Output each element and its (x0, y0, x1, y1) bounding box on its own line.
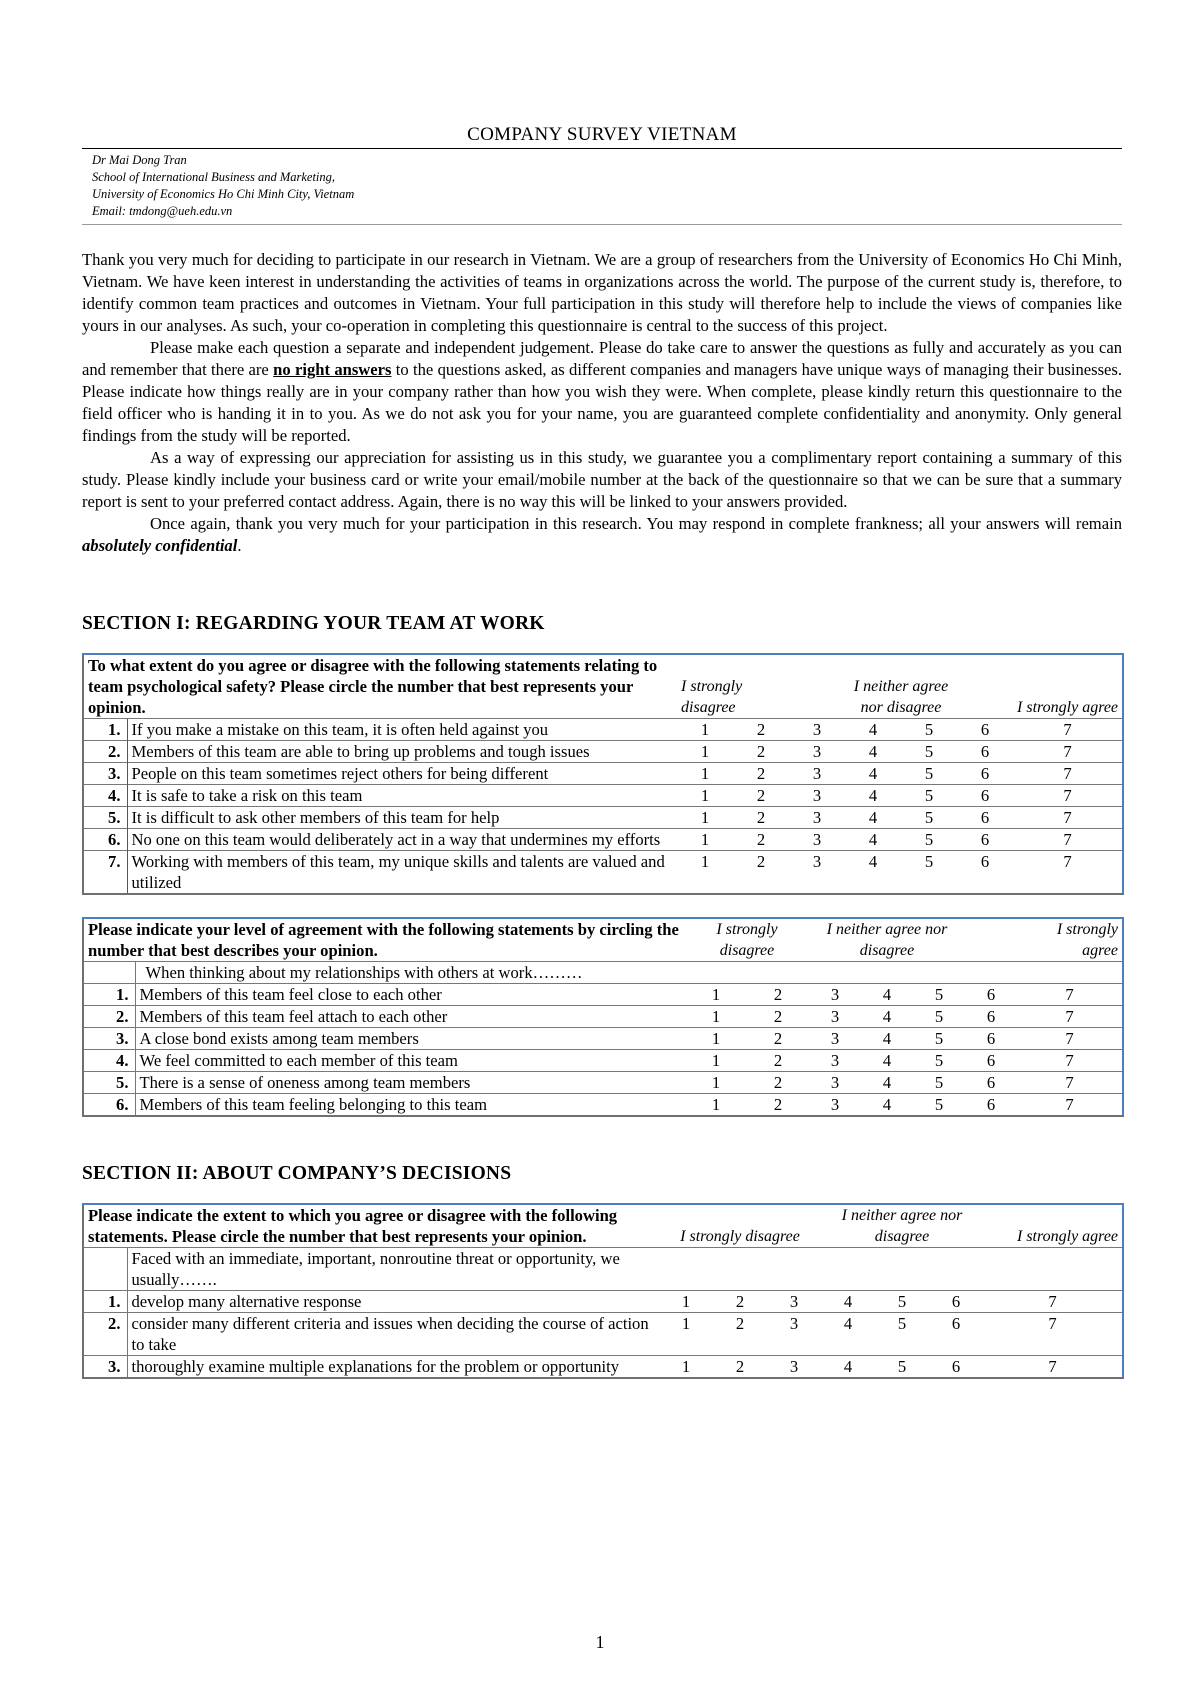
rating-option-4[interactable]: 4 (845, 719, 901, 741)
rating-option-5[interactable]: 5 (875, 1313, 929, 1356)
question-number: 6. (83, 1094, 135, 1117)
scale-mid-label: I neither agree nor disagree (853, 678, 949, 716)
rating-option-2[interactable]: 2 (747, 1028, 809, 1050)
rating-option-2[interactable]: 2 (747, 984, 809, 1006)
question-number: 1. (83, 1291, 127, 1313)
table-instructions: Please indicate your level of agreement with the following statements by circling the number that best describes your opinion. (88, 920, 679, 960)
page-number: 1 (595, 1632, 605, 1652)
rating-option-6[interactable]: 6 (957, 719, 1013, 741)
rating-option-2[interactable]: 2 (733, 851, 789, 895)
rating-option-5[interactable]: 5 (901, 741, 957, 763)
rating-option-3[interactable]: 3 (789, 741, 845, 763)
rating-option-7[interactable]: 7 (983, 1291, 1123, 1313)
rating-option-1[interactable]: 1 (659, 1356, 713, 1379)
rating-option-4[interactable]: 4 (845, 807, 901, 829)
rating-option-2[interactable]: 2 (733, 785, 789, 807)
question-row (83, 719, 1123, 741)
intro-p2-end: to the questions asked, as different companies and managers have unique ways of managing their businesses. Please indicate how things really are in your company rather than how you wish they were. When complete, please kindly return this questionnaire to the field officer who is handing it in to you. As we do not ask you for your name, you are guaranteed complete confidentiality and anonymity. Only general findings from the study will be reported. (82, 360, 1122, 445)
document-title: COMPANY SURVEY VIETNAM (82, 124, 1122, 149)
psych-safety-items (83, 719, 1123, 895)
rating-option-2[interactable]: 2 (713, 1356, 767, 1379)
rating-option-5[interactable]: 5 (901, 807, 957, 829)
intro-paragraph-3: As a way of expressing our appreciation for assisting us in this study, we guarantee you a complimentary report containing a summary of this study. Please kindly include your business card or write your email/mobile number at the back of the questionnaire so that we can be sure that a summary report is sent to your preferred contact address. Again, there is no way this will be linked to your answers provided. (82, 448, 1122, 511)
rating-option-3[interactable]: 3 (789, 785, 845, 807)
decisions-items (83, 1291, 1123, 1379)
rating-option-4[interactable]: 4 (845, 829, 901, 851)
question-text: Members of this team are able to bring up problems and tough issues (127, 741, 677, 763)
question-text: It is safe to take a risk on this team (127, 785, 677, 807)
question-text: A close bond exists among team members (135, 1028, 685, 1050)
author-email: Email: tmdong@ueh.edu.vn (92, 204, 233, 218)
question-row (83, 1313, 1123, 1356)
cohesion-table (82, 917, 1124, 1117)
question-text: People on this team sometimes reject others for being different (127, 763, 677, 785)
rating-option-1[interactable]: 1 (677, 785, 733, 807)
rating-option-7[interactable]: 7 (1013, 829, 1123, 851)
intro-p4-start: Once again, thank you very much for your participation in this research. You may respond in complete frankness; all your answers will remain (150, 514, 1122, 533)
rating-option-4[interactable]: 4 (861, 1028, 913, 1050)
rating-option-1[interactable]: 1 (677, 719, 733, 741)
rating-option-2[interactable]: 2 (713, 1291, 767, 1313)
decisions-table (82, 1203, 1124, 1379)
no-right-answers-emphasis: no right answers (273, 360, 392, 379)
question-number: 5. (83, 1072, 135, 1094)
rating-option-3[interactable]: 3 (767, 1291, 821, 1313)
scale-low-label: I strongly disagree (681, 678, 743, 716)
rating-option-2[interactable]: 2 (733, 829, 789, 851)
question-number: 4. (83, 1050, 135, 1072)
author-school: School of International Business and Marketing, (92, 170, 336, 184)
scale-mid-label: I neither agree nor disagree (826, 921, 948, 959)
question-number: 2. (83, 741, 127, 763)
survey-page (82, 124, 1122, 1379)
rating-option-5[interactable]: 5 (901, 719, 957, 741)
rating-option-7[interactable]: 7 (983, 1313, 1123, 1356)
rating-option-4[interactable]: 4 (861, 1050, 913, 1072)
intro-p4-end: . (237, 536, 242, 555)
section-1-title: SECTION I: REGARDING YOUR TEAM AT WORK (82, 613, 545, 634)
intro-paragraph-2 (82, 337, 1122, 447)
rating-option-2[interactable]: 2 (747, 1094, 809, 1117)
question-text: Members of this team feel attach to each other (135, 1006, 685, 1028)
rating-option-5[interactable]: 5 (901, 785, 957, 807)
rating-option-2[interactable]: 2 (747, 1072, 809, 1094)
question-text: No one on this team would deliberately act in a way that undermines my efforts (127, 829, 677, 851)
question-text: develop many alternative response (127, 1291, 659, 1313)
rating-option-7[interactable]: 7 (1013, 763, 1123, 785)
rating-option-6[interactable]: 6 (965, 1094, 1017, 1117)
rating-option-4[interactable]: 4 (861, 1094, 913, 1117)
question-number: 3. (83, 1356, 127, 1379)
rating-option-4[interactable]: 4 (861, 1006, 913, 1028)
rating-option-3[interactable]: 3 (809, 984, 861, 1006)
rating-option-2[interactable]: 2 (747, 1006, 809, 1028)
intro-paragraph-1: Thank you very much for deciding to participate in our research in Vietnam. We are a group of researchers from the University of Economics Ho Chi Minh, Vietnam. We have keen interest in understanding the activities of teams in organizations across the world. The purpose of the current study is, therefore, to identify common team practices and outcomes in Vietnam. Your full participation in this study will therefore help to include the views of companies like yours in our analyses. As such, your co-operation in completing this questionnaire is central to the success of this project. (82, 250, 1122, 335)
rating-option-5[interactable]: 5 (913, 984, 965, 1006)
rating-option-5[interactable]: 5 (901, 763, 957, 785)
table-header-row (83, 1204, 1123, 1248)
rating-option-3[interactable]: 3 (809, 1050, 861, 1072)
lead-in-row (83, 962, 1123, 984)
rating-option-3[interactable]: 3 (809, 1094, 861, 1117)
rating-option-7[interactable]: 7 (1017, 1094, 1123, 1117)
intro-text (82, 249, 1122, 557)
question-number: 1. (83, 719, 127, 741)
rating-option-6[interactable]: 6 (965, 984, 1017, 1006)
confidential-emphasis: absolutely confidential (82, 536, 238, 555)
rating-option-6[interactable]: 6 (929, 1356, 983, 1379)
rating-option-5[interactable]: 5 (875, 1291, 929, 1313)
rating-option-6[interactable]: 6 (957, 741, 1013, 763)
author-block (82, 149, 1122, 225)
rating-option-5[interactable]: 5 (875, 1356, 929, 1379)
question-text: Members of this team feel close to each other (135, 984, 685, 1006)
rating-option-7[interactable]: 7 (1013, 719, 1123, 741)
rating-option-7[interactable]: 7 (1013, 741, 1123, 763)
rating-option-6[interactable]: 6 (965, 1028, 1017, 1050)
question-text: If you make a mistake on this team, it is often held against you (127, 719, 677, 741)
rating-option-6[interactable]: 6 (957, 829, 1013, 851)
question-text: Members of this team feeling belonging to this team (135, 1094, 685, 1117)
rating-option-6[interactable]: 6 (965, 1072, 1017, 1094)
intro-paragraph-4 (82, 513, 1122, 557)
rating-option-1[interactable]: 1 (659, 1291, 713, 1313)
rating-option-2[interactable]: 2 (733, 807, 789, 829)
lead-in-text: Faced with an immediate, important, nonroutine threat or opportunity, we usually……. (127, 1248, 1123, 1291)
rating-option-2[interactable]: 2 (713, 1313, 767, 1356)
rating-option-4[interactable]: 4 (861, 1072, 913, 1094)
rating-option-6[interactable]: 6 (957, 851, 1013, 895)
question-row (83, 1006, 1123, 1028)
rating-option-4[interactable]: 4 (845, 763, 901, 785)
author-university: University of Economics Ho Chi Minh City, Vietnam (92, 187, 355, 201)
question-number: 5. (83, 807, 127, 829)
question-number: 2. (83, 1313, 127, 1356)
rating-option-1[interactable]: 1 (677, 741, 733, 763)
rating-option-1[interactable]: 1 (677, 829, 733, 851)
rating-option-1[interactable]: 1 (677, 851, 733, 895)
rating-option-2[interactable]: 2 (733, 763, 789, 785)
rating-option-4[interactable]: 4 (845, 785, 901, 807)
question-number: 7. (83, 851, 127, 895)
question-text: thoroughly examine multiple explanations for the problem or opportunity (127, 1356, 659, 1379)
rating-option-6[interactable]: 6 (929, 1313, 983, 1356)
table-header-row (83, 654, 1123, 719)
rating-option-3[interactable]: 3 (789, 763, 845, 785)
rating-option-1[interactable]: 1 (685, 1006, 747, 1028)
question-number: 3. (83, 1028, 135, 1050)
rating-option-6[interactable]: 6 (957, 763, 1013, 785)
question-number: 1. (83, 984, 135, 1006)
rating-option-1[interactable]: 1 (685, 1072, 747, 1094)
rating-option-7[interactable]: 7 (1017, 1050, 1123, 1072)
rating-option-7[interactable]: 7 (1017, 984, 1123, 1006)
question-number: 2. (83, 1006, 135, 1028)
rating-option-6[interactable]: 6 (957, 785, 1013, 807)
rating-option-5[interactable]: 5 (913, 1072, 965, 1094)
rating-option-1[interactable]: 1 (659, 1313, 713, 1356)
rating-option-1[interactable]: 1 (685, 1028, 747, 1050)
rating-option-1[interactable]: 1 (685, 1094, 747, 1117)
question-row (83, 785, 1123, 807)
scale-low-label: I strongly disagree (680, 1228, 800, 1245)
question-row (83, 763, 1123, 785)
rating-option-3[interactable]: 3 (809, 1028, 861, 1050)
rating-option-5[interactable]: 5 (913, 1028, 965, 1050)
rating-option-5[interactable]: 5 (901, 851, 957, 895)
rating-option-5[interactable]: 5 (913, 1094, 965, 1117)
question-number: 3. (83, 763, 127, 785)
rating-option-4[interactable]: 4 (821, 1291, 875, 1313)
question-text: It is difficult to ask other members of this team for help (127, 807, 677, 829)
rating-option-7[interactable]: 7 (1017, 1028, 1123, 1050)
rating-option-7[interactable]: 7 (1013, 851, 1123, 895)
rating-option-7[interactable]: 7 (1017, 1072, 1123, 1094)
rating-option-6[interactable]: 6 (965, 1050, 1017, 1072)
rating-option-5[interactable]: 5 (901, 829, 957, 851)
intro-p2-start: Please make each question a separate and independent judgement. Please do take care to answer the questions as fully and accurately as you can and remember that there are (82, 338, 1122, 379)
rating-option-1[interactable]: 1 (677, 807, 733, 829)
rating-option-3[interactable]: 3 (789, 851, 845, 895)
question-text: We feel committed to each member of this team (135, 1050, 685, 1072)
psych-safety-table (82, 653, 1124, 895)
rating-option-3[interactable]: 3 (789, 829, 845, 851)
question-row (83, 1356, 1123, 1379)
rating-option-4[interactable]: 4 (821, 1356, 875, 1379)
question-row (83, 1072, 1123, 1094)
rating-option-2[interactable]: 2 (733, 719, 789, 741)
cohesion-items (83, 984, 1123, 1117)
scale-high-label: I strongly agree (1017, 1228, 1119, 1245)
rating-option-7[interactable]: 7 (1017, 1006, 1123, 1028)
table-instructions: To what extent do you agree or disagree with the following statements relating to team psychological safety? Please circle the number that best represents your opinion. (88, 656, 658, 717)
question-row (83, 1094, 1123, 1117)
rating-option-3[interactable]: 3 (767, 1313, 821, 1356)
rating-option-5[interactable]: 5 (913, 1050, 965, 1072)
lead-in-row (83, 1248, 1123, 1291)
question-row (83, 741, 1123, 763)
question-row (83, 851, 1123, 895)
rating-option-1[interactable]: 1 (677, 763, 733, 785)
rating-option-2[interactable]: 2 (747, 1050, 809, 1072)
lead-in-text: When thinking about my relationships with others at work……… (135, 962, 1123, 984)
question-row (83, 984, 1123, 1006)
author-name: Dr Mai Dong Tran (92, 153, 187, 167)
rating-option-1[interactable]: 1 (685, 1050, 747, 1072)
table-instructions: Please indicate the extent to which you agree or disagree with the following statements. Please circle the number that best represents your opinion. (88, 1206, 618, 1246)
rating-option-4[interactable]: 4 (861, 984, 913, 1006)
rating-option-6[interactable]: 6 (957, 807, 1013, 829)
question-text: consider many different criteria and issues when deciding the course of action to take (127, 1313, 659, 1356)
scale-high-label: I strongly agree (1056, 921, 1119, 959)
question-row (83, 1050, 1123, 1072)
question-row (83, 807, 1123, 829)
question-row (83, 1028, 1123, 1050)
question-text: There is a sense of oneness among team members (135, 1072, 685, 1094)
question-row (83, 1291, 1123, 1313)
question-text: Working with members of this team, my unique skills and talents are valued and utilized (127, 851, 677, 895)
scale-mid-label: I neither agree nor disagree (841, 1207, 963, 1245)
rating-option-7[interactable]: 7 (1013, 785, 1123, 807)
question-row (83, 829, 1123, 851)
rating-option-3[interactable]: 3 (789, 807, 845, 829)
rating-option-4[interactable]: 4 (845, 741, 901, 763)
rating-option-3[interactable]: 3 (767, 1356, 821, 1379)
rating-option-2[interactable]: 2 (733, 741, 789, 763)
rating-option-4[interactable]: 4 (821, 1313, 875, 1356)
rating-option-1[interactable]: 1 (685, 984, 747, 1006)
rating-option-4[interactable]: 4 (845, 851, 901, 895)
rating-option-7[interactable]: 7 (1013, 807, 1123, 829)
question-number: 6. (83, 829, 127, 851)
scale-high-label: I strongly agree (1017, 699, 1119, 716)
scale-low-label: I strongly disagree (716, 921, 778, 959)
section-2-title: SECTION II: ABOUT COMPANY’S DECISIONS (82, 1163, 512, 1184)
question-number: 4. (83, 785, 127, 807)
rating-option-3[interactable]: 3 (809, 1006, 861, 1028)
rating-option-5[interactable]: 5 (913, 1006, 965, 1028)
table-header-row (83, 918, 1123, 962)
rating-option-7[interactable]: 7 (983, 1356, 1123, 1379)
rating-option-6[interactable]: 6 (965, 1006, 1017, 1028)
rating-option-3[interactable]: 3 (809, 1072, 861, 1094)
rating-option-6[interactable]: 6 (929, 1291, 983, 1313)
rating-option-3[interactable]: 3 (789, 719, 845, 741)
